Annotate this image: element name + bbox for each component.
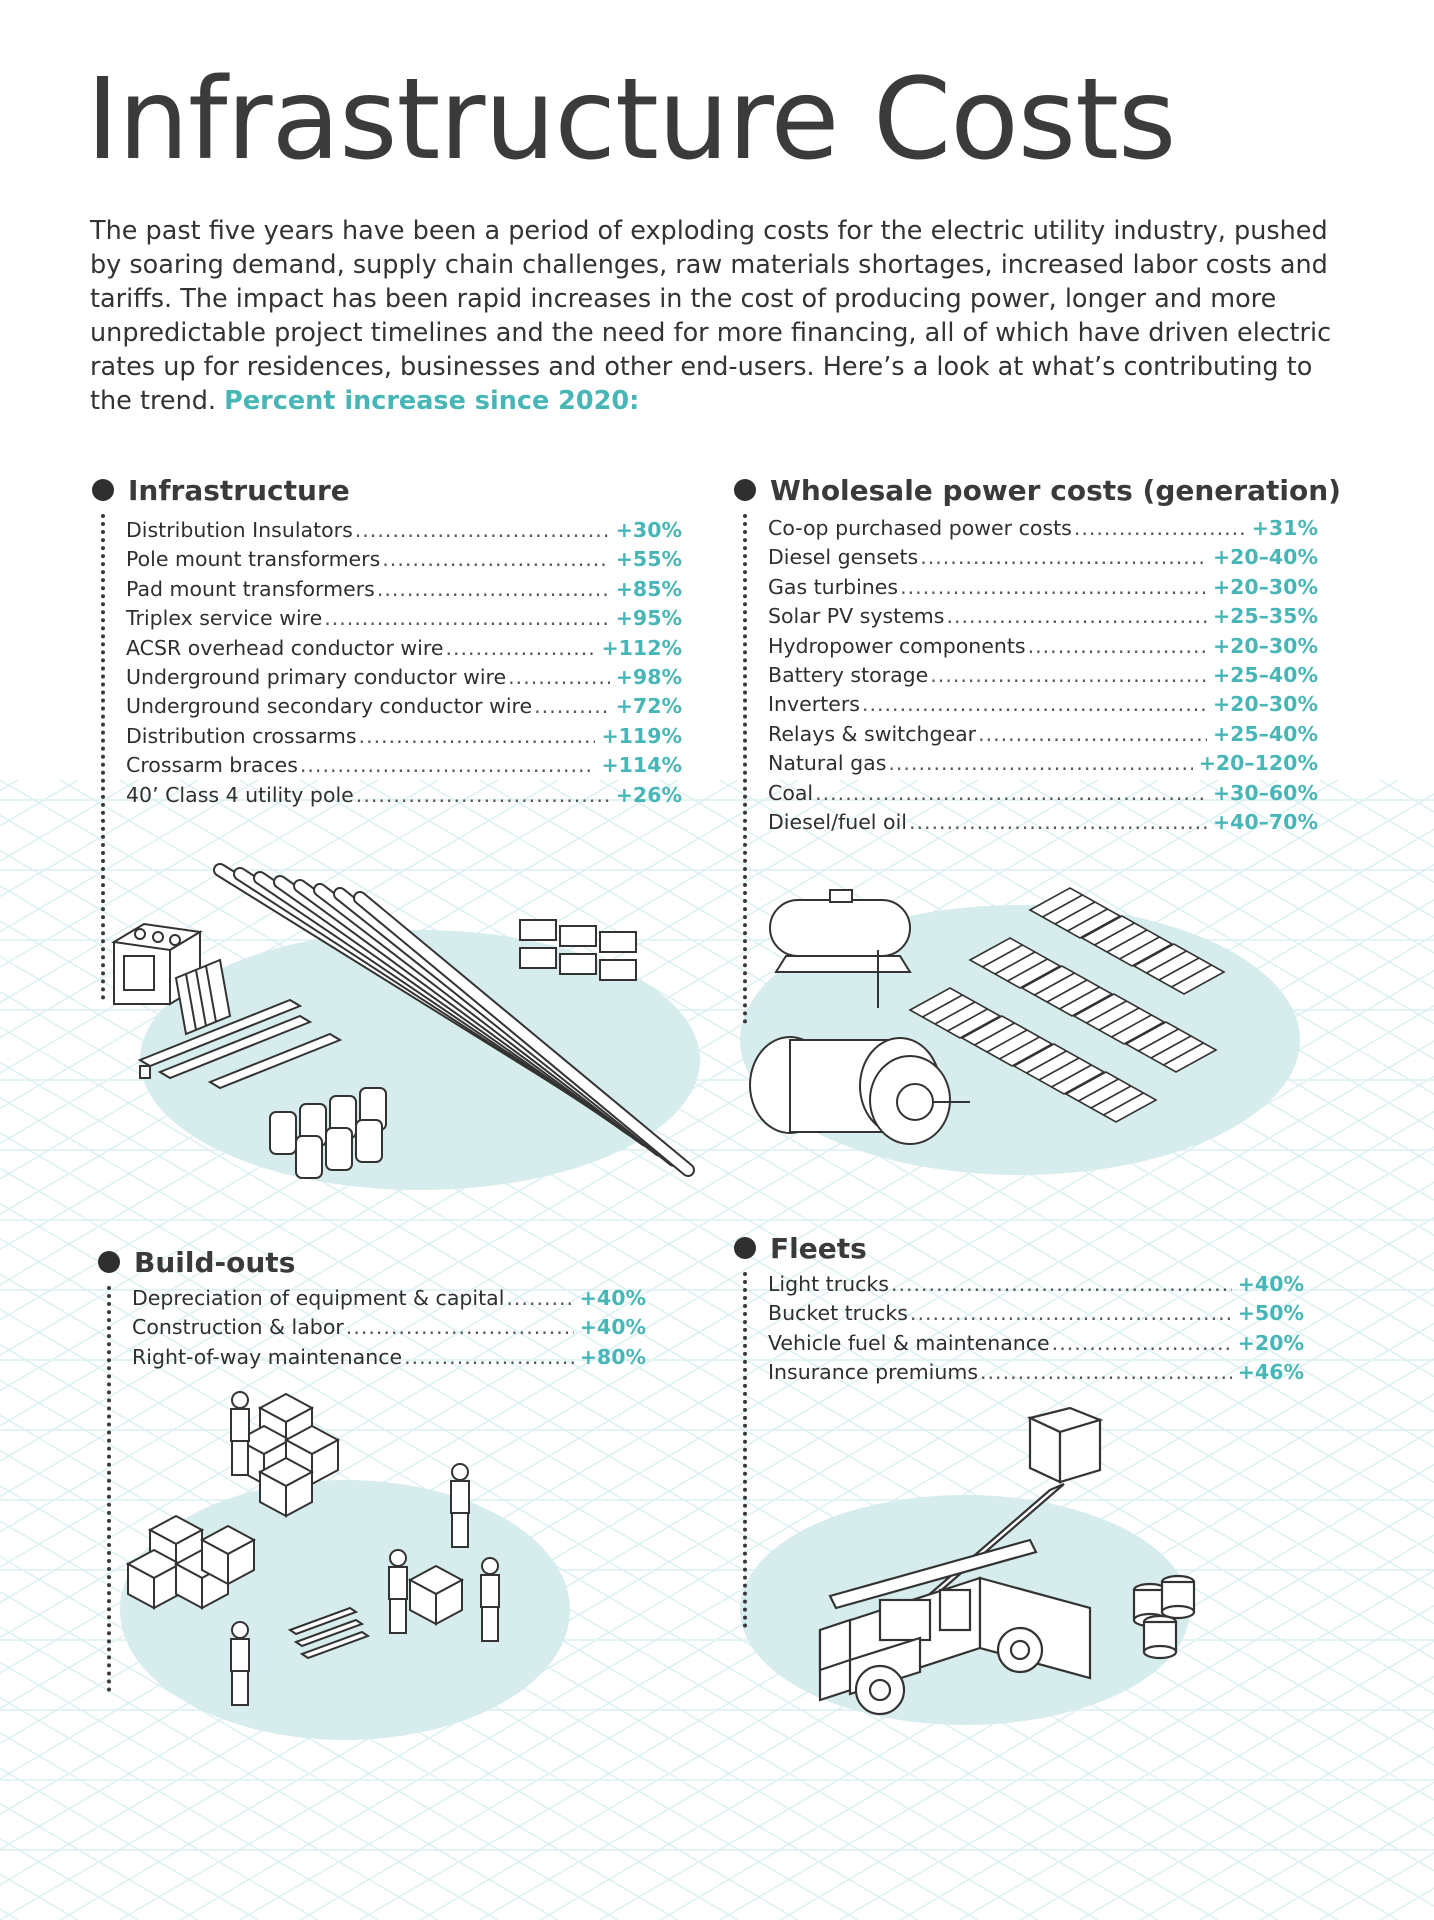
cost-label: Pad mount transformers [126, 576, 375, 601]
cost-label: Distribution Insulators [126, 518, 353, 542]
cost-label: Natural gas [768, 751, 887, 776]
cost-label: Relays & switchgear [768, 721, 977, 746]
cost-row [126, 547, 682, 576]
bullet-icon [98, 1251, 120, 1273]
cost-row [126, 636, 682, 665]
cost-increase-value: +80% [579, 1344, 646, 1369]
cost-increase-value: +20–120% [1198, 751, 1318, 776]
cost-row [768, 516, 1318, 545]
dotted-connector [743, 1272, 747, 1628]
cost-increase-value: +20–40% [1212, 545, 1318, 570]
dot-leader [445, 636, 595, 660]
dot-leader [359, 724, 596, 748]
dot-leader [910, 1301, 1232, 1325]
cost-increase-value: +30–60% [1212, 780, 1318, 805]
cost-row [126, 606, 682, 635]
cost-row [768, 722, 1318, 751]
dotted-connector [101, 514, 105, 1000]
dot-leader [920, 545, 1207, 569]
section-header [734, 1228, 1294, 1268]
bullet-icon [734, 1237, 756, 1259]
cost-row [768, 1272, 1304, 1301]
cost-increase-value: +20–30% [1212, 692, 1318, 717]
cost-row [126, 577, 682, 606]
cost-increase-value: +85% [615, 576, 682, 601]
workers-crates-illustration [110, 1380, 580, 1760]
cost-list [768, 516, 1318, 839]
cost-row [126, 694, 682, 723]
bullet-icon [92, 479, 114, 501]
cost-increase-value: +26% [615, 782, 682, 807]
section-wholesale [734, 470, 1341, 834]
cost-label: ACSR overhead conductor wire [126, 635, 444, 660]
cost-increase-value: +25–40% [1212, 662, 1318, 687]
dotted-connector [107, 1286, 111, 1692]
cost-label: Insurance premiums [768, 1360, 979, 1385]
cost-row [126, 753, 682, 782]
cost-increase-value: +40% [579, 1315, 646, 1340]
cost-increase-value: +95% [615, 606, 682, 631]
cost-increase-value: +30% [615, 518, 682, 542]
cost-label: Crossarm braces [126, 753, 298, 778]
cost-increase-value: +98% [615, 664, 682, 689]
dot-leader [930, 663, 1207, 687]
cost-row [768, 781, 1318, 810]
cost-increase-value: +119% [601, 723, 682, 748]
dot-leader [356, 783, 610, 807]
cost-label: Gas turbines [768, 574, 899, 599]
cost-label: Battery storage [768, 662, 929, 687]
cost-increase-value: +25–40% [1212, 721, 1318, 746]
cost-row [768, 575, 1318, 604]
cost-label: Coal [768, 780, 814, 805]
section-title: Build-outs [134, 1245, 296, 1279]
dot-leader [946, 604, 1207, 628]
dot-leader [377, 577, 610, 601]
dotted-connector [743, 514, 747, 1024]
section-buildouts [98, 1242, 658, 1369]
cost-increase-value: +40% [579, 1286, 646, 1310]
cost-row [768, 1301, 1304, 1330]
cost-label: Light trucks [768, 1272, 889, 1296]
cost-row [768, 1331, 1304, 1360]
cost-label: Hydropower components [768, 633, 1026, 658]
intro-highlight: Percent increase since 2020: [224, 386, 640, 416]
cost-label: Triplex service wire [126, 606, 323, 631]
dot-leader [1052, 1331, 1232, 1355]
dot-leader [508, 665, 610, 689]
dot-leader [900, 575, 1207, 599]
cost-row [768, 604, 1318, 633]
cost-label: Pole mount transformers [126, 547, 381, 572]
cost-increase-value: +20% [1237, 1330, 1304, 1355]
dot-leader [815, 781, 1207, 805]
section-header [92, 470, 657, 510]
cost-increase-value: +50% [1237, 1301, 1304, 1326]
cost-row [768, 1360, 1304, 1389]
cost-label: Inverters [768, 692, 860, 717]
dot-leader [1028, 634, 1207, 658]
cost-row [126, 665, 682, 694]
cost-row [132, 1286, 646, 1315]
dot-leader [355, 518, 610, 542]
dot-leader [300, 753, 596, 777]
bullet-icon [734, 479, 756, 501]
dot-leader [382, 547, 609, 571]
page-title: Infrastructure Costs [86, 55, 1176, 185]
section-header [98, 1242, 658, 1282]
cost-label: Diesel/fuel oil [768, 809, 907, 834]
cost-increase-value: +40% [1237, 1272, 1304, 1296]
cost-label: Diesel gensets [768, 545, 919, 570]
cost-increase-value: +114% [601, 753, 682, 778]
intro-text: The past five years have been a period of exploding costs for the electric utility industry, pushed by soaring demand, supply chain challenges, raw materials shortages, increased labor costs and tariffs. The impact has been rapid increases in the cost of producing power, longer and more unpredictable project timelines and the need for more financing, all of which have driven electric rates up for residences, businesses and other end-users. Here’s a look at what’s contributing to the trend. [90, 216, 1332, 416]
cost-label: Solar PV systems [768, 604, 945, 629]
cost-label: Distribution crossarms [126, 723, 357, 748]
section-header [734, 470, 1341, 510]
cost-row [132, 1345, 646, 1374]
dot-leader [506, 1286, 573, 1310]
cost-increase-value: +20–30% [1212, 633, 1318, 658]
section-title: Wholesale power costs (generation) [770, 473, 1341, 507]
section-fleets [734, 1228, 1304, 1385]
cost-row [768, 634, 1318, 663]
dot-leader [888, 751, 1192, 775]
section-infrastructure [92, 470, 682, 807]
dot-leader [1074, 516, 1246, 540]
dot-leader [404, 1345, 574, 1369]
cost-label: Depreciation of equipment & capital [132, 1286, 505, 1310]
dot-leader [534, 694, 610, 718]
section-title: Infrastructure [128, 473, 350, 507]
cost-row [126, 724, 682, 753]
cost-increase-value: +40–70% [1212, 809, 1318, 834]
poles-wires-transformers-illustration [100, 860, 760, 1220]
dot-leader [862, 692, 1207, 716]
cost-label: Co-op purchased power costs [768, 516, 1072, 540]
cost-row [132, 1315, 646, 1344]
cost-label: 40’ Class 4 utility pole [126, 782, 354, 807]
dot-leader [909, 810, 1207, 834]
cost-row [126, 518, 682, 547]
cost-label: Right-of-way maintenance [132, 1344, 403, 1369]
dot-leader [980, 1360, 1232, 1384]
cost-row [768, 663, 1318, 692]
cost-row [126, 783, 682, 812]
cost-row [768, 810, 1318, 839]
dot-leader [324, 606, 610, 630]
cost-label: Bucket trucks [768, 1301, 908, 1326]
cost-increase-value: +25–35% [1212, 604, 1318, 629]
cost-label: Vehicle fuel & maintenance [768, 1330, 1050, 1355]
cost-increase-value: +112% [601, 635, 682, 660]
bucket-truck-illustration [730, 1400, 1210, 1740]
intro-paragraph [90, 214, 1360, 418]
tank-solar-turbine-illustration [730, 880, 1350, 1220]
cost-row [768, 692, 1318, 721]
cost-row [768, 751, 1318, 780]
cost-row [768, 545, 1318, 574]
cost-label: Underground secondary conductor wire [126, 694, 533, 719]
cost-label: Underground primary conductor wire [126, 664, 507, 689]
cost-increase-value: +55% [615, 547, 682, 572]
cost-increase-value: +20–30% [1212, 574, 1318, 599]
cost-increase-value: +31% [1251, 516, 1318, 540]
cost-list [768, 1272, 1304, 1390]
dot-leader [978, 722, 1207, 746]
dot-leader [346, 1315, 574, 1339]
section-title: Fleets [770, 1231, 867, 1265]
dot-leader [891, 1272, 1232, 1296]
cost-list [126, 518, 682, 812]
cost-label: Construction & labor [132, 1315, 344, 1340]
cost-increase-value: +72% [615, 694, 682, 719]
cost-list [132, 1286, 646, 1374]
cost-increase-value: +46% [1237, 1360, 1304, 1385]
